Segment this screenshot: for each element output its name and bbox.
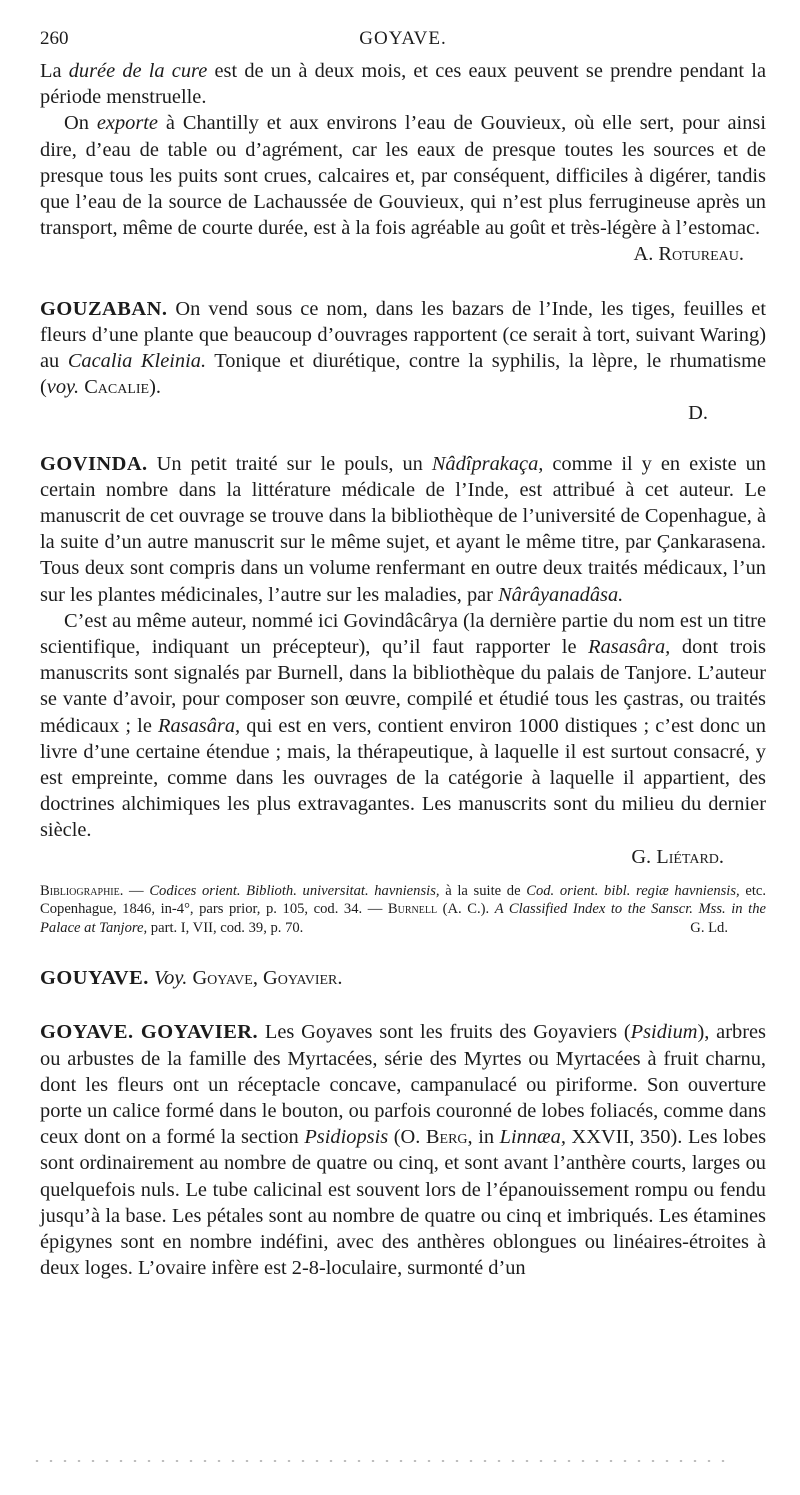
headword-goyave: GOYAVE. GOYAVIER. (40, 1021, 259, 1044)
paragraph-govindacarya: C’est au même auteur, nommé ici Govindâcârya (la dernière partie du nom est un titre scientifique, indiquant un précepteur), qu’il faut rapporter le Rasasâra, dont trois manuscrits sont signalés par Burnell, dans la bibliothèque du palais de Tanjore. L’auteur se vante d’avoir, pour composer son œuvre, compilé et étudié tous les çastras, ou traités médicaux ; le Rasasâra, qui est en vers, contient environ 1000 distiques ; c’est donc un livre d’une certaine étendue ; mais, la thérapeutique, à laquelle il est surtout consacré, y est empreinte, comme dans les ouvrages de la catégorie à laquelle il appartient, des doctrines alchimiques les plus extravagantes. Les manuscrits sont du milieu du dernier siècle. (40, 609, 766, 842)
dictionary-page (40, 28, 766, 1281)
entry-gouzaban: GOUZABAN. On vend sous ce nom, dans les bazars de l’Inde, les tiges, feuilles et fleurs d’une plante que beaucoup d’ouvrages rapportent (ce serait à tort, suivant Waring) au Cacalia Kleinia. Tonique et diurétique, contre la syphilis, la lèpre, le rhumatisme (voy. Cacalie). (40, 297, 766, 399)
headword-gouyave: GOUYAVE. (40, 967, 149, 990)
bibliography: Bibliographie. — Codices orient. Biblioth. universitat. havniensis, à la suite de Cod. orient. bibl. regiæ havniensis, etc. Copenhague, 1846, in-4°, pars prior, p. 105, cod. 34. — Burnell (A. C.). A Classified Index to the Sanscr. Mss. in the Palace at Tanjore, part. I, VII, cod. 39, p. 70. G. Ld. (40, 882, 767, 936)
headword-gouzaban: GOUZABAN. (40, 297, 168, 320)
entry-gouyave: GOUYAVE. Voy. Goyave, Goyavier. (40, 967, 343, 990)
entry-govinda: GOVINDA. Un petit traité sur le pouls, un Nâdîprakaça, comme il y en existe un certain nombre dans la littérature médicale de l’Inde, est attribué à cet auteur. Le manuscrit de cet ouvrage se trouve dans la bibliothèque de l’université de Copenhague, à la suite d’un autre manuscrit sur le même sujet, et ayant le même titre, par Çankarasena. Tous deux sont compris dans un volume renfermant en outre deux traités médicaux, l’un sur les plantes médicinales, l’autre sur les maladies, par Nârâyanadâsa. (40, 452, 767, 606)
signature-gld: G. Ld. (690, 919, 728, 936)
scan-artifact-dots (30, 1460, 730, 1462)
signature-rotureau: A. Rotureau. (633, 243, 744, 266)
paragraph-duree: La durée de la cure est de un à deux mois, et ces eaux peuvent se prendre pendant la période menstruelle. (40, 60, 766, 109)
signature-lietard: G. Liétard. (631, 845, 724, 868)
running-head (40, 28, 766, 58)
headword-govinda: GOVINDA. (40, 452, 148, 475)
entry-goyave: GOYAVE. GOYAVIER. Les Goyaves sont les fruits des Goyaviers (Psidium), arbres ou arbustes de la famille des Myrtacées, série des Myrtes ou Myrtacées à fruit charnu, dont les fleurs ont un réceptacle concave, campanulacé ou piriforme. Son ouverture porte un calice formé dans le bouton, ou parfois couronné de lobes foliacés, comme dans ceux dont on a formé la section Psidiopsis (O. Berg, in Linnæa, XXVII, 350). Les lobes sont ordinairement au nombre de quatre ou cinq, et sont avant l’anthère courts, larges ou quelquefois nuls. Le tube calicinal est souvent lors de l’épanouissement rompu ou fendu jusqu’à la base. Les pétales sont au nombre de quatre ou cinq et imbriqués. Les étamines épigynes sont en nombre indéfini, avec des anthères oblongues ou linéaires-étroites à deux loges. L’ovaire infère est 2-8-loculaire, surmonté d’un (40, 1021, 767, 1280)
page-number: 260 (40, 28, 69, 49)
running-title: GOYAVE. (359, 28, 447, 49)
paragraph-exporte: On exporte à Chantilly et aux environs l’eau de Gouvieux, où elle sert, pour ainsi dire, d’eau de table ou d’agrément, car les eaux de presque toutes les sources et de presque tous les puits sont crues, calcaires et, par conséquent, difficiles à digérer, tandis que l’eau de la source de Lachaussée de Gouvieux, qui n’est plus ferrugineuse après un transport, même de courte durée, est à la fois agréable au goût et très-légère à l’estomac. (40, 112, 766, 240)
signature-d: D. (688, 402, 708, 425)
